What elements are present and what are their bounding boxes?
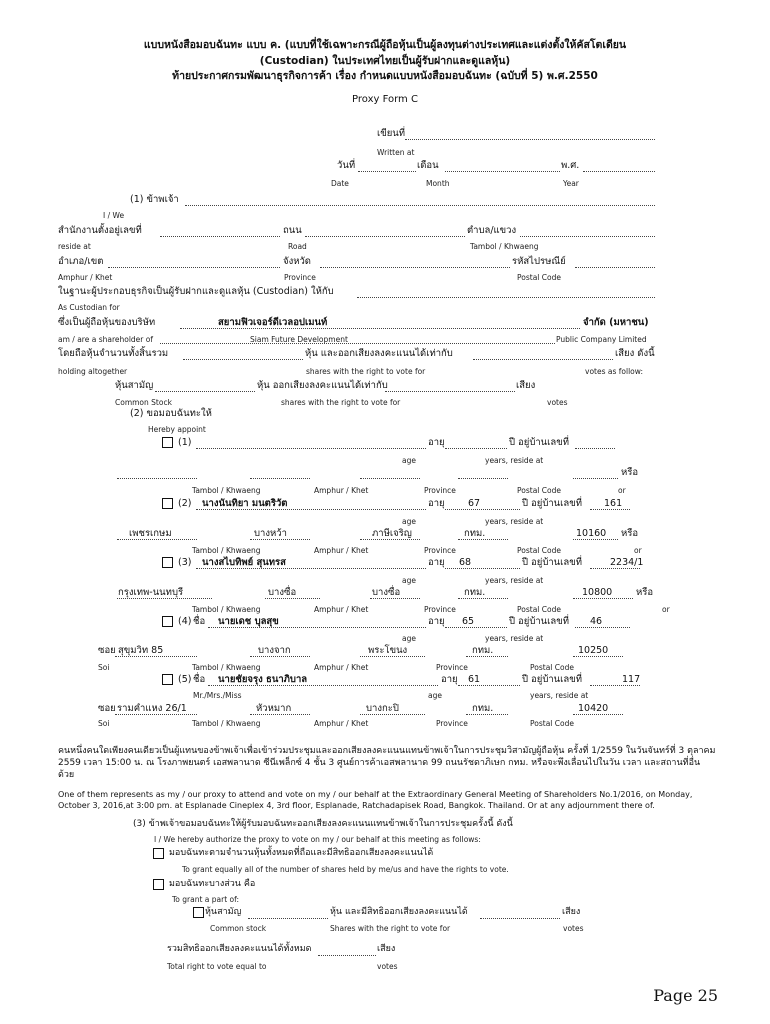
total-votes-unit-en: votes [377, 962, 398, 971]
proxy-4-age: 65 [462, 616, 475, 627]
proxy-5-soi: รามคำแหง 26/1 [117, 703, 187, 714]
province-label-en: Province [424, 486, 456, 495]
proxy-1-checkbox[interactable] [162, 437, 173, 448]
tambol-field[interactable] [520, 236, 655, 237]
proxy-1-name-field[interactable] [196, 448, 426, 449]
proxy-3-tambol: บางซื่อ [268, 587, 297, 598]
custodian-label-en: As Custodian for [58, 303, 120, 312]
common-votes-label: เสียง [516, 380, 536, 391]
amphur-label-en: Amphur / Khet [314, 546, 369, 555]
meeting-paragraph-th: คนหนึ่งคนใดเพียงคนเดียวเป็นผู้แทนของข้าพเจ้าเพื่อเข้าร่วมประชุมและออกเสียงลงคะแนนแทนข้าพเจ้าในการประชุมวิสามัญผู้ถือหุ้น ครั้งที่ 1/2559 ในวันจันทร์ที่ 3 ตุลาคม 2559 เวลา 15:00 น. ณ โรงภาพยนตร์ เอสพลานาด ซีนีเพล็กซ์ 4 ชั้น 3 ศูนย์การค้าเอสพลานาด 99 ถนนรัชดาภิเษก กทม. หรือจะพึงเลื่อนไปในวัน เวลา และสถานที่อื่นด้วย [58, 746, 716, 780]
company-field[interactable] [180, 328, 580, 329]
proxy-4-postal: 10250 [578, 645, 609, 656]
form-title-line2: (Custodian) ในประเทศไทยเป็นผู้รับฝากและดูแลหุ้น) [259, 55, 511, 67]
s1-label-en: I / We [103, 211, 125, 220]
postal-label-en: Postal Code [530, 719, 574, 728]
amphur-label-en: Amphur / Khet [314, 486, 369, 495]
proxy-1-age-field[interactable] [445, 448, 507, 449]
date-label-en: Date [331, 179, 349, 188]
years-label-en: years, reside at [485, 456, 544, 465]
grant-part-label-en: To grant a part of: [172, 895, 240, 904]
proxy-4-age-field[interactable] [445, 627, 507, 628]
age-label: อายุ [428, 557, 445, 568]
tambol-label-en: Tambol / Khwaeng [192, 663, 261, 672]
common-shares-label-en: shares with the right to vote for [281, 398, 401, 407]
month-label-en: Month [426, 179, 450, 188]
holding-votes-label-en: votes as follow: [585, 367, 643, 376]
proxy-2-checkbox[interactable] [162, 498, 173, 509]
company-name: สยามฟิวเจอร์ดีเวลอปเมนท์ [218, 317, 328, 328]
common-shares-field[interactable] [155, 391, 255, 392]
tambol-label-en: Tambol / Khwaeng [192, 605, 261, 614]
written-at-field[interactable] [405, 139, 655, 140]
holding-votes-field[interactable] [473, 359, 613, 360]
proxy-5-no: (5) [178, 674, 192, 685]
holding-label: โดยถือหุ้นจำนวนทั้งสิ้นรวม [58, 348, 169, 359]
page-number: Page 25 [653, 986, 718, 1005]
proxy-4-amphur-field[interactable] [360, 656, 425, 657]
province-label-en: Province [424, 605, 456, 614]
proxy-1-province-field[interactable] [458, 478, 508, 479]
age-label: อายุ [428, 437, 445, 448]
office-label: สำนักงานตั้งอยู่เลขที่ [58, 225, 142, 236]
proxy-2-postal-field[interactable] [573, 539, 618, 540]
tambol-label: ตำบล/แขวง [467, 225, 517, 236]
proxy-3-amphur-field[interactable] [370, 598, 420, 599]
province-field[interactable] [320, 267, 510, 268]
limited-label-en: Public Company Limited [556, 335, 647, 344]
proxy-5-soi-field[interactable] [115, 714, 197, 715]
soi-label-en: Soi [98, 663, 110, 672]
tambol-label-en: Tambol / Khwaeng [192, 486, 261, 495]
proxy-4-checkbox[interactable] [162, 616, 173, 627]
or-label: หรือ [621, 467, 639, 478]
proxy-2-age: 67 [468, 498, 481, 509]
proxy-4-tambol-field[interactable] [250, 656, 310, 657]
grant-all-label: มอบฉันทะตามจำนวนหุ้นทั้งหมดที่ถือและมีสิทธิออกเสียงลงคะแนนได้ [169, 848, 434, 858]
proxy-5-age: 61 [468, 674, 481, 685]
age-label: อายุ [441, 674, 458, 685]
proxy-3-name: นางสไบทิพย์ สุนทรส [202, 557, 286, 568]
total-votes-unit: เสียง [377, 944, 396, 954]
proxy-1-postal-field[interactable] [573, 478, 618, 479]
grant-all-checkbox[interactable] [153, 848, 164, 859]
proxy-5-house-field[interactable] [590, 685, 640, 686]
proxy-5-postal-field[interactable] [573, 714, 623, 715]
proxy-4-province: กทม. [472, 645, 494, 656]
proxy-2-postal: 10160 [576, 528, 607, 539]
province-label-en: Province [424, 546, 456, 555]
years-label-en: years, reside at [485, 517, 544, 526]
or-label: หรือ [636, 587, 654, 598]
years-label: ปี อยู่บ้านเลขที่ [522, 674, 583, 685]
office-label-en: reside at [58, 242, 91, 251]
amphur-label: อำเภอ/เขต [58, 256, 104, 267]
proxy-4-name: นายเดช บุลสุข [218, 616, 279, 627]
postal-label: รหัสไปรษณีย์ [512, 256, 566, 267]
company-field-en-line [160, 343, 555, 344]
postal-field[interactable] [575, 267, 655, 268]
year-label: พ.ศ. [561, 160, 580, 171]
age-label-en: age [402, 576, 416, 585]
tambol-label-en: Tambol / Khwaeng [192, 546, 261, 555]
name-label: ชื่อ [193, 674, 206, 685]
proxy-5-age-field[interactable] [458, 685, 520, 686]
proxy-4-name-field[interactable] [208, 627, 426, 628]
proxy-4-soi: สุขุมวิท 85 [118, 645, 164, 656]
holding-shares-label-en: shares with the right to vote for [306, 367, 426, 376]
proxy-5-province-field[interactable] [466, 714, 508, 715]
proxy-5-name-field[interactable] [208, 685, 438, 686]
common-stock-label-en: Common Stock [115, 398, 172, 407]
province-label-en: Province [436, 663, 468, 672]
proxy-3-postal-field[interactable] [573, 598, 633, 599]
limited-label: จำกัด (มหาชน) [583, 317, 649, 328]
age-label-en: age [428, 691, 442, 700]
proxy-1-road-field[interactable] [117, 478, 197, 479]
proxy-3-tambol-field[interactable] [265, 598, 320, 599]
total-votes-field[interactable] [318, 955, 376, 956]
years-label: ปี อยู่บ้านเลขที่ [509, 437, 570, 448]
soi-label: ซอย [98, 645, 116, 656]
proxy-2-tambol: บางหว้า [254, 528, 287, 539]
holding-shares-field[interactable] [183, 359, 303, 360]
proxy-2-road-field[interactable] [117, 539, 197, 540]
proxy-1-tambol-field[interactable] [250, 478, 310, 479]
age-label: อายุ [428, 498, 445, 509]
proxy-2-house: 161 [604, 498, 623, 509]
or-label: หรือ [621, 528, 639, 539]
years-label: ปี อยู่บ้านเลขที่ [522, 498, 583, 509]
s3-common-shares-label: หุ้น และมีสิทธิออกเสียงลงคะแนนได้ [330, 907, 468, 917]
proxy-3-road-field[interactable] [117, 598, 212, 599]
company-name-en: Siam Future Development [250, 335, 348, 344]
proxy-3-age: 68 [459, 557, 472, 568]
years-label-en: years, reside at [485, 576, 544, 585]
shareholder-label-en: am / are a shareholder of [58, 335, 153, 344]
age-label-en: age [402, 517, 416, 526]
proxy-3-house: 2234/1 [610, 557, 644, 568]
grant-part-label: มอบฉันทะบางส่วน คือ [169, 879, 256, 889]
grant-part-checkbox[interactable] [153, 879, 164, 890]
years-label: ปี อยู่บ้านเลขที่ [522, 557, 583, 568]
province-label: จังหวัด [283, 256, 311, 267]
common-votes-field[interactable] [385, 391, 515, 392]
tambol-label-en: Tambol / Khwaeng [192, 719, 261, 728]
s2-label-en: Hereby appoint [148, 425, 206, 434]
common-shares-label: หุ้น ออกเสียงลงคะแนนได้เท่ากับ [257, 380, 388, 391]
s3-label-en: I / We hereby authorize the proxy to vote on my / our behalf at this meeting as follows: [154, 835, 481, 844]
proxy-2-name-field[interactable] [196, 509, 426, 510]
postal-label-en: Postal Code [517, 486, 561, 495]
proxy-2-tambol-field[interactable] [250, 539, 310, 540]
mr-mrs-miss-label: Mr./Mrs./Miss [193, 691, 242, 700]
form-title-line3: ท้ายประกาศกรมพัฒนาธุรกิจการค้า เรื่อง กำหนดแบบหนังสือมอบฉันทะ (ฉบับที่ 5) พ.ศ.2550 [172, 70, 598, 82]
proxy-5-amphur: บางกะปิ [366, 703, 399, 714]
or-label-en: or [634, 546, 642, 555]
proxy-3-age-field[interactable] [445, 568, 520, 569]
proxy-3-road: กรุงเทพ-นนทบุรี [118, 587, 184, 598]
grant-all-label-en: To grant equally all of the number of shares held by me/us and have the rights to vote. [182, 865, 509, 874]
road-field[interactable] [305, 236, 465, 237]
proxy-2-house-field[interactable] [590, 509, 630, 510]
meeting-paragraph-en: One of them represents as my / our proxy to attend and vote on my / our behalf at the Extraordinary General Meeting of Shareholders No.1/2016, on Monday, October 3, 2016,at 3:00 pm. at Esplanade Cineplex 4, 3rd floor, Esplanade, Ratchadapisek Road, Bangkok. Thailand. Or at any adjournment there of. [58, 790, 693, 810]
proxy-2-amphur: ภาษีเจริญ [372, 528, 412, 539]
proxy-2-amphur-field[interactable] [360, 539, 420, 540]
postal-label-en: Postal Code [517, 605, 561, 614]
or-label-en: or [662, 605, 670, 614]
soi-label: ซอย [98, 703, 116, 714]
common-stock-checkbox[interactable] [193, 907, 204, 918]
s3-common-shares-field[interactable] [248, 918, 328, 919]
month-field[interactable] [445, 171, 560, 172]
road-label: ถนน [283, 225, 302, 236]
holding-shares-label: หุ้น และออกเสียงลงคะแนนได้เท่ากับ [305, 348, 453, 359]
proxy-3-province: กทม. [464, 587, 486, 598]
proxy-1-amphur-field[interactable] [360, 478, 420, 479]
s3-common-shares-label-en: Shares with the right to vote for [330, 924, 451, 933]
amphur-label-en: Amphur / Khet [314, 663, 369, 672]
postal-label-en: Postal Code [530, 663, 574, 672]
proxy-5-checkbox[interactable] [162, 674, 173, 685]
grantor-name-field[interactable] [185, 205, 655, 206]
proxy-4-postal-field[interactable] [573, 656, 623, 657]
road-label-en: Road [288, 242, 307, 251]
postal-label-en: Postal Code [517, 273, 561, 282]
age-label-en: age [402, 456, 416, 465]
proxy-4-tambol: บางจาก [258, 645, 291, 656]
proxy-3-amphur: บางซื่อ [372, 587, 401, 598]
proxy-4-house-field[interactable] [575, 627, 630, 628]
proxy-3-checkbox[interactable] [162, 557, 173, 568]
written-at-label: เขียนที่ [377, 128, 406, 139]
years-label-en: years, reside at [485, 634, 544, 643]
province-label-en: Province [284, 273, 316, 282]
age-label: อายุ [428, 616, 445, 627]
s3-common-votes-label-en: votes [563, 924, 584, 933]
years-label-en: years, reside at [530, 691, 589, 700]
proxy-5-province: กทม. [472, 703, 494, 714]
written-at-label-en: Written at [377, 148, 415, 157]
form-title-line1: แบบหนังสือมอบฉันทะ แบบ ค. (แบบที่ใช้เฉพาะกรณีผู้ถือหุ้นเป็นผู้ลงทุนต่างประเทศและแต่งตั้งให้คัสโตเดียน [143, 39, 627, 51]
date-field[interactable] [358, 171, 416, 172]
proxy-1-no: (1) [178, 437, 192, 448]
s3-label: (3) ข้าพเจ้าขอมอบฉันทะให้ผู้รับมอบฉันทะออกเสียงลงคะแนนแทนข้าพเจ้าในการประชุมครั้งนี้ ดังนี้ [133, 819, 513, 829]
proxy-2-no: (2) [178, 498, 192, 509]
common-stock-label: หุ้นสามัญ [115, 380, 154, 391]
proxy-3-house-field[interactable] [590, 568, 640, 569]
holding-label-en: holding altogether [58, 367, 128, 376]
amphur-field[interactable] [108, 267, 280, 268]
proxy-5-amphur-field[interactable] [360, 714, 425, 715]
year-label-en: Year [563, 179, 579, 188]
soi-label-en: Soi [98, 719, 110, 728]
amphur-label-en: Amphur / Khet [58, 273, 113, 282]
date-label: วันที่ [337, 160, 356, 171]
proxy-4-province-field[interactable] [466, 656, 508, 657]
proxy-2-name: นางนันทิยา มนตริวัต [202, 498, 288, 509]
holding-votes-label: เสียง ดังนี้ [615, 348, 655, 359]
custodian-label: ในฐานะผู้ประกอบธุรกิจเป็นผู้รับฝากและดูแลหุ้น (Custodian) ให้กับ [58, 286, 334, 297]
province-label-en: Province [436, 719, 468, 728]
proxy-2-province: กทม. [464, 528, 486, 539]
proxy-2-province-field[interactable] [458, 539, 508, 540]
proxy-5-tambol: หัวหมาก [256, 703, 292, 714]
proxy-5-house: 117 [622, 674, 641, 685]
amphur-label-en: Amphur / Khet [314, 605, 369, 614]
proxy-3-no: (3) [178, 557, 192, 568]
s3-common-label-en: Common stock [210, 924, 267, 933]
year-field[interactable] [583, 171, 655, 172]
postal-label-en: Postal Code [517, 546, 561, 555]
s3-common-votes-field[interactable] [480, 918, 560, 919]
proxy-3-postal: 10800 [582, 587, 613, 598]
proxy-1-house-field[interactable] [575, 448, 615, 449]
proxy-5-postal: 10420 [578, 703, 609, 714]
years-label: ปี อยู่บ้านเลขที่ [509, 616, 570, 627]
proxy-2-road: เพชรเกษม [129, 528, 172, 539]
or-label-en: or [618, 486, 626, 495]
s2-label: (2) ขอมอบฉันทะให้ [130, 408, 212, 419]
tambol-label-en: Tambol / Khwaeng [470, 242, 539, 251]
month-label: เดือน [417, 160, 439, 171]
proxy-4-no: (4) [178, 616, 192, 627]
form-subtitle: Proxy Form C [352, 94, 418, 105]
proxy-2-age-field[interactable] [445, 509, 520, 510]
name-label: ชื่อ [193, 616, 206, 627]
s3-common-votes-label: เสียง [562, 907, 581, 917]
proxy-4-house: 46 [590, 616, 603, 627]
office-no-field[interactable] [160, 236, 280, 237]
total-votes-label: รวมสิทธิออกเสียงลงคะแนนได้ทั้งหมด [167, 944, 312, 954]
total-votes-label-en: Total right to vote equal to [167, 962, 267, 971]
s3-common-label: หุ้นสามัญ [205, 907, 242, 917]
proxy-4-amphur: พระโขนง [368, 645, 408, 656]
proxy-4-soi-field[interactable] [115, 656, 197, 657]
shareholder-label: ซึ่งเป็นผู้ถือหุ้นของบริษัท [58, 317, 156, 328]
proxy-5-tambol-field[interactable] [250, 714, 310, 715]
amphur-label-en: Amphur / Khet [314, 719, 369, 728]
custodian-for-field[interactable] [357, 297, 655, 298]
proxy-5-name: นายชัยจรุง ธนาภิบาล [218, 674, 308, 685]
proxy-3-province-field[interactable] [458, 598, 508, 599]
proxy-3-name-field[interactable] [196, 568, 426, 569]
common-votes-label-en: votes [547, 398, 568, 407]
s1-label: (1) ข้าพเจ้า [130, 194, 179, 205]
age-label-en: age [402, 634, 416, 643]
